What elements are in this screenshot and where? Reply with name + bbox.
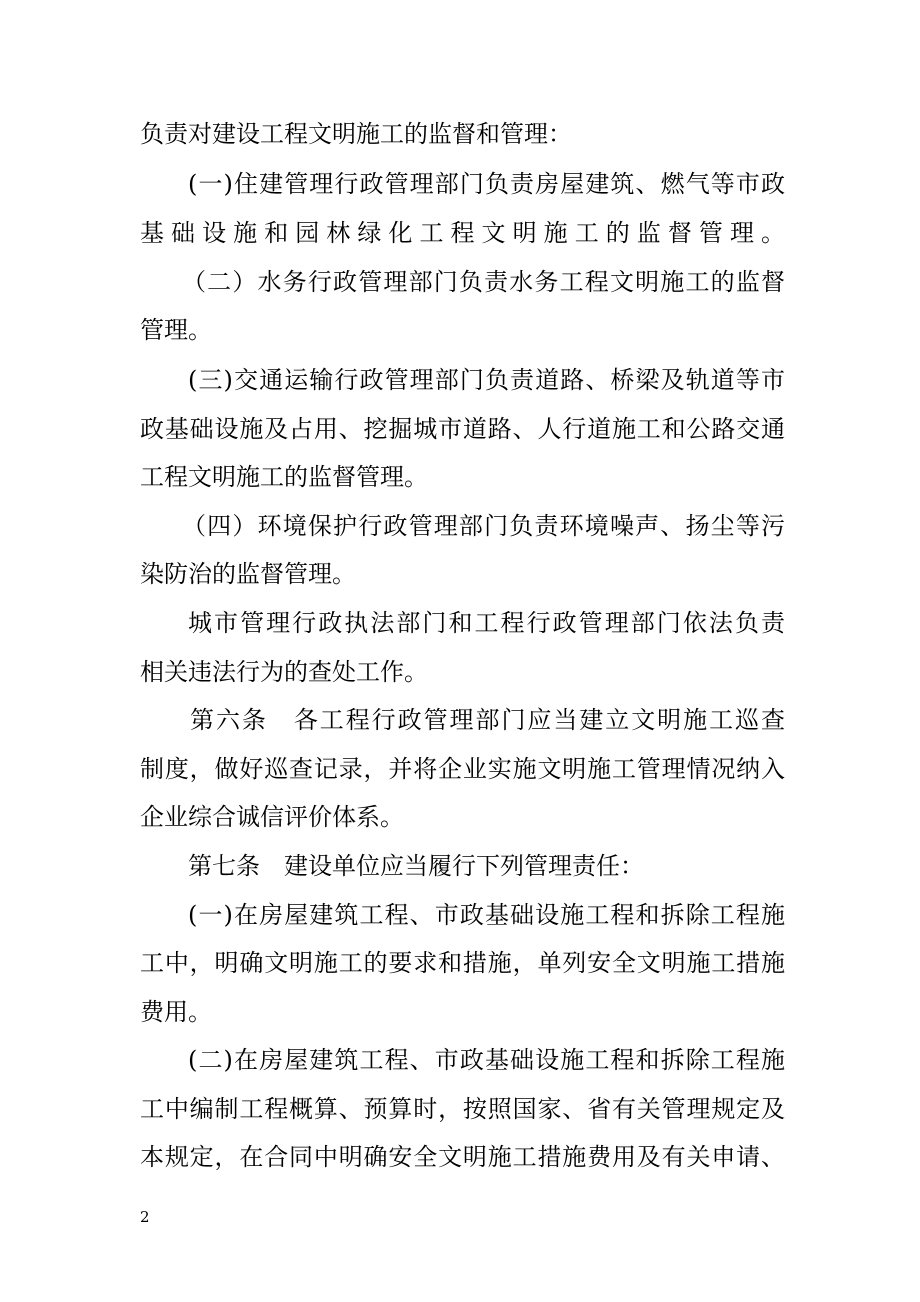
text-line: 制度，做好巡查记录，并将企业实施文明施工管理情况纳入 [140, 755, 785, 783]
text-line: 企业综合诚信评价体系。 [140, 803, 404, 831]
text-line: 工程文明施工的监督管理。 [140, 463, 428, 491]
page-number: 2 [140, 1208, 150, 1226]
text-line: 费用。 [140, 998, 212, 1026]
text-line: 相关违法行为的查处工作。 [140, 658, 428, 686]
text-line: 第六条 各工程行政管理部门应当建立文明施工巡查 [190, 706, 785, 734]
text-line: 第七条 建设单位应当履行下列管理责任： [188, 852, 644, 880]
text-line: (二)在房屋建筑工程、市政基础设施工程和拆除工程施 [188, 1046, 785, 1074]
text-line: 工中编制工程概算、预算时，按照国家、省有关管理规定及 [140, 1095, 785, 1123]
text-line: 基础设施和园林绿化工程文明施工的监督管理。 [140, 219, 785, 247]
text-line: （二）水务行政管理部门负责水务工程文明施工的监督 [182, 268, 785, 296]
text-line: 管理。 [140, 316, 212, 344]
text-line: 负责对建设工程文明施工的监督和管理： [140, 120, 572, 148]
text-line: (一)住建管理行政管理部门负责房屋建筑、燃气等市政 [188, 170, 785, 198]
text-line: 工中，明确文明施工的要求和措施，单列安全文明施工措施 [140, 949, 785, 977]
text-line: 染防治的监督管理。 [140, 560, 356, 588]
text-line: 城市管理行政执法部门和工程行政管理部门依法负责 [188, 609, 785, 637]
text-line: (一)在房屋建筑工程、市政基础设施工程和拆除工程施 [188, 901, 785, 929]
text-line: 政基础设施及占用、挖掘城市道路、人行道施工和公路交通 [140, 415, 785, 443]
text-line: （四）环境保护行政管理部门负责环境噪声、扬尘等污 [182, 512, 785, 540]
text-line: 本规定，在合同中明确安全文明施工措施费用及有关申请、 [140, 1143, 785, 1171]
text-line: (三)交通运输行政管理部门负责道路、桥梁及轨道等市 [188, 366, 785, 394]
